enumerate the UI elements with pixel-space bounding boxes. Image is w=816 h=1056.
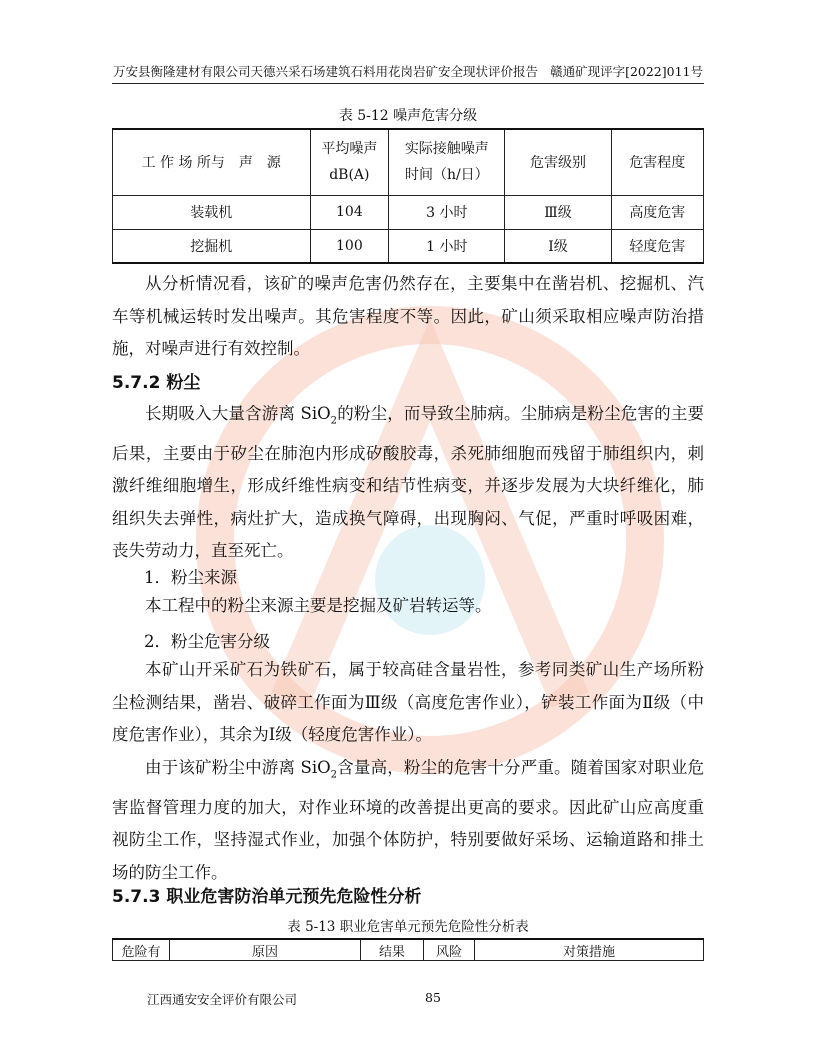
footer-company: 江西通安安全评价有限公司 [147, 992, 298, 1007]
page-number: 85 [425, 990, 441, 1005]
header-cause: 原因 [170, 939, 361, 961]
noise-hazard-table [112, 128, 704, 264]
item-dust-source: 1．粉尘来源 [144, 568, 237, 587]
dust-grade-paragraph [112, 654, 704, 752]
section-heading-dust: 5.7.2 粉尘 [112, 373, 201, 393]
header-risk: 风险 [424, 939, 475, 961]
header-time [389, 129, 505, 195]
table-row [113, 229, 704, 263]
cell-noise: 104 [310, 195, 389, 229]
cell-degree: 轻度危害 [611, 229, 703, 263]
cell-source: 装载机 [113, 195, 311, 229]
cell-level: Ⅰ级 [505, 229, 611, 263]
header-divider [112, 83, 704, 84]
header-result: 结果 [361, 939, 424, 961]
cell-degree: 高度危害 [611, 195, 703, 229]
subscript-2: 2 [330, 769, 338, 781]
table-5-12-caption: 表 5-12 噪声危害分级 [338, 108, 478, 124]
item-dust-grade: 2．粉尘危害分级 [144, 632, 270, 651]
header-time-line1: 实际接触噪声 [404, 141, 489, 158]
dust-text-start: 长期吸入大量含游离 SiO [145, 404, 331, 423]
header-report-number: 赣通矿现评字[2022]011号 [550, 64, 703, 79]
cell-level: Ⅲ级 [505, 195, 611, 229]
noise-analysis-paragraph [112, 268, 704, 366]
cell-source: 挖掘机 [113, 229, 311, 263]
dust-hazard-text [112, 398, 704, 568]
dust-source-text: 本工程中的粉尘来源主要是挖掘及矿岩转运等。 [145, 596, 492, 615]
dust-hazard-paragraph [112, 398, 704, 568]
subscript-2: 2 [330, 415, 338, 427]
header-time-line2: 时间（h/日） [404, 167, 489, 184]
noise-analysis-text: 从分析情况看，该矿的噪声危害仍然存在，主要集中在凿岩机、挖掘机、汽车等机械运转时发出噪声。其危害程度不等。因此，矿山须采取相应噪声防治措施，对噪声进行有效控制。 [112, 274, 704, 358]
cell-time: 1 小时 [389, 229, 505, 263]
section-heading-occupational: 5.7.3 职业危害防治单元预先危险性分析 [112, 887, 422, 907]
header-noise-line2: dB(A) [329, 167, 370, 184]
cell-noise: 100 [310, 229, 389, 263]
header-noise-line1: 平均噪声 [321, 141, 378, 158]
dust-grade-text: 本矿山开采矿石为铁矿石，属于较高硅含量岩性，参考同类矿山生产场所粉尘检测结果，凿岩、破碎工作面为Ⅲ级（高度危害作业），铲装工作面为Ⅱ级（中度危害作业），其余为Ⅰ级（轻度危害作业）。 [112, 660, 704, 744]
header-location: 工 作 场 所与 声 源 [113, 129, 311, 195]
header-report-title: 万安县衡隆建材有限公司天德兴采石场建筑石料用花岗岩矿安全现状评价报告 [113, 64, 539, 79]
table-5-13-caption: 表 5-13 职业危害单元预先危险性分析表 [287, 919, 529, 935]
measure-text-start: 由于该矿粉尘中游离 SiO [145, 758, 331, 777]
dust-measures-text [112, 752, 704, 889]
dust-measures-paragraph [112, 752, 704, 889]
table-header-row [113, 939, 704, 961]
table-row [113, 195, 704, 229]
header-countermeasure: 对策措施 [475, 939, 704, 961]
header-noise [310, 129, 389, 195]
header-degree: 危害程度 [611, 129, 703, 195]
table-header-row [113, 129, 704, 195]
occupational-hazard-table [112, 938, 704, 961]
dust-source-paragraph [112, 590, 704, 623]
measure-text-rest: 含量高，粉尘的危害十分严重。随着国家对职业危害监督管理力度的加大，对作业环境的改善提出更高的要求。因此矿山应高度重视防尘工作，坚持湿式作业，加强个体防护，特别要做好采场、运输道路和排土场的防尘工作。 [112, 758, 704, 882]
header-hazard: 危险有 [113, 939, 170, 961]
cell-time: 3 小时 [389, 195, 505, 229]
header-level: 危害级别 [505, 129, 611, 195]
dust-text-rest: 的粉尘，而导致尘肺病。尘肺病是粉尘危害的主要后果，主要由于矽尘在肺泡内形成矽酸胶毒，杀死肺细胞而残留于肺组织内，刺激纤维细胞增生，形成纤维性病变和结节性病变，并逐步发展为大块纤维化，肺组织失去弹性，病灶扩大，造成换气障碍，出现胸闷、气促，严重时呼吸困难，丧失劳动力，直至死亡。 [112, 404, 704, 561]
